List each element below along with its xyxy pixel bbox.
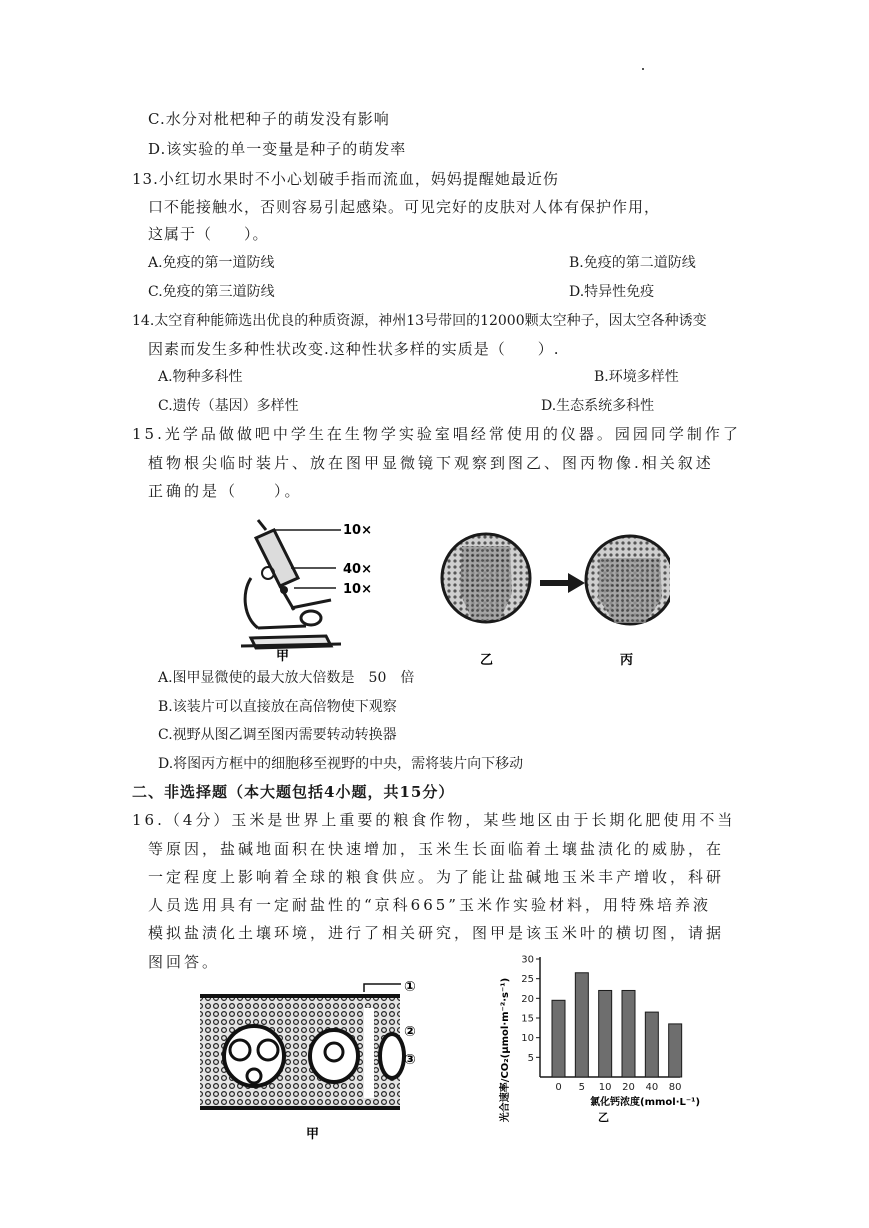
- bar-40: [645, 1012, 658, 1077]
- q15-option-a: A.图甲显微使的最大放大倍数是 50 倍: [158, 670, 415, 686]
- q13-option-a: A.免疫的第一道防线: [148, 255, 275, 271]
- marker-3: ③: [404, 1052, 416, 1068]
- y-tick-label: 30: [521, 954, 534, 966]
- x-tick-label: 5: [578, 1082, 586, 1093]
- q13-option-d: D.特异性免疫: [569, 284, 655, 300]
- q13-stem-1: 13.小红切水果时不小心划破手指而流血，妈妈提醒她最近伤: [132, 170, 559, 188]
- y-tick-label: 20: [521, 993, 534, 1005]
- photosynthesis-bar-chart: [490, 945, 720, 1130]
- q16-stem-5: 模拟盐渍化土壤环境，进行了相关研究，图甲是该玉米叶的横切图，请据: [148, 924, 725, 942]
- q15-option-c: C.视野从图乙调至图丙需要转动转换器: [158, 727, 397, 743]
- view-yi: [442, 534, 530, 622]
- bar-10: [599, 990, 612, 1077]
- y-tick-label: 15: [521, 1013, 534, 1025]
- q15-stem-1: 15.光学品做做吧中学生在生物学实验室唱经常使用的仪器。园园同学制作了: [132, 425, 741, 443]
- q13-option-b: B.免疫的第二道防线: [569, 255, 696, 271]
- marker-1: ①: [404, 979, 416, 995]
- y-tick-label: 25: [521, 974, 534, 986]
- label-jia: 甲: [276, 649, 290, 663]
- q14-stem-1: 14.太空育种能筛选出优良的种质资源，神州13号带回的12000颗太空种子，因太空各种诱变: [132, 313, 707, 329]
- label-yi: 乙: [480, 653, 494, 668]
- chart-xlabel: 氯化钙浓度(mmol·L⁻¹): [590, 1097, 701, 1108]
- x-tick-label: 10: [598, 1082, 612, 1093]
- q14-stem-2: 因素而发生多种性状改变.这种性状多样的实质是（ ）.: [148, 340, 560, 358]
- root-tip-views-figure: [440, 528, 670, 673]
- q13-stem-3: 这属于（ ）。: [148, 225, 269, 243]
- bar-5: [575, 973, 588, 1077]
- chart-caption: 乙: [598, 1111, 609, 1124]
- bar-80: [669, 1024, 682, 1077]
- chart-ylabel: 光合速率/CO₂(μmol·m⁻²·s⁻¹): [500, 977, 511, 1123]
- q16-stem-4: 人员选用具有一定耐盐性的“京科665”玉米作实验材料，用特殊培养液: [148, 896, 711, 914]
- q16-stem-1: 16.（4分）玉米是世界上重要的粮食作物，某些地区由于长期化肥使用不当: [132, 811, 736, 829]
- bar-20: [622, 990, 635, 1077]
- q15-option-b: B.该装片可以直接放在高倍物使下观察: [158, 699, 397, 715]
- marker-2: ②: [404, 1024, 416, 1040]
- q13-stem-2: 口不能接触水，否则容易引起感染。可见完好的皮肤对人体有保护作用，: [148, 198, 661, 216]
- x-tick-label: 0: [555, 1082, 562, 1093]
- objective-magnification-low: 10×: [343, 582, 372, 597]
- label-bing: 丙: [620, 653, 634, 668]
- page-dot: [642, 68, 644, 70]
- q12-option-c: C.水分对枇杷种子的萌发没有影响: [148, 110, 390, 128]
- q16-stem-3: 一定程度上影响着全球的粮食供应。为了能让盐碱地玉米丰产增收，科研: [148, 868, 725, 886]
- y-tick-label: 5: [527, 1052, 534, 1064]
- arrow-icon: [540, 573, 585, 593]
- y-tick-label: 10: [521, 1033, 534, 1045]
- microscope-figure: [236, 518, 396, 663]
- view-bing: [586, 536, 670, 624]
- leaf-cross-section-figure: [196, 978, 436, 1143]
- q15-stem-2: 植物根尖临时装片、放在图甲显微镜下观察到图乙、图丙物像.相关叙述: [148, 454, 714, 472]
- q12-option-d: D.该实验的单一变量是种子的萌发率: [148, 140, 407, 158]
- q16-stem-2: 等原因，盐碱地面积在快速增加，玉米生长面临着土壤盐渍化的威胁，在: [148, 840, 725, 858]
- q15-option-d: D.将图丙方框中的细胞移至视野的中央，需将装片向下移动: [158, 756, 524, 772]
- q14-option-c: C.遗传（基因）多样性: [158, 398, 299, 414]
- q14-option-d: D.生态系统多科性: [541, 398, 655, 414]
- q14-option-b: B.环境多样性: [594, 369, 679, 385]
- x-tick-label: 20: [622, 1082, 635, 1093]
- x-tick-label: 40: [645, 1082, 659, 1093]
- eyepiece-magnification: 10×: [343, 523, 372, 538]
- section-2-heading: 二、非选择题（本大题包括4小题，共15分）: [132, 783, 455, 801]
- q16-stem-6: 图回答。: [148, 953, 221, 971]
- x-tick-label: 80: [668, 1082, 682, 1093]
- q13-option-c: C.免疫的第三道防线: [148, 284, 275, 300]
- label-jia-16: 甲: [306, 1127, 320, 1142]
- q14-option-a: A.物种多科性: [158, 369, 243, 385]
- bar-0: [552, 1000, 565, 1077]
- q15-stem-3: 正确的是（ ）。: [148, 482, 303, 500]
- objective-magnification-high: 40×: [343, 562, 372, 577]
